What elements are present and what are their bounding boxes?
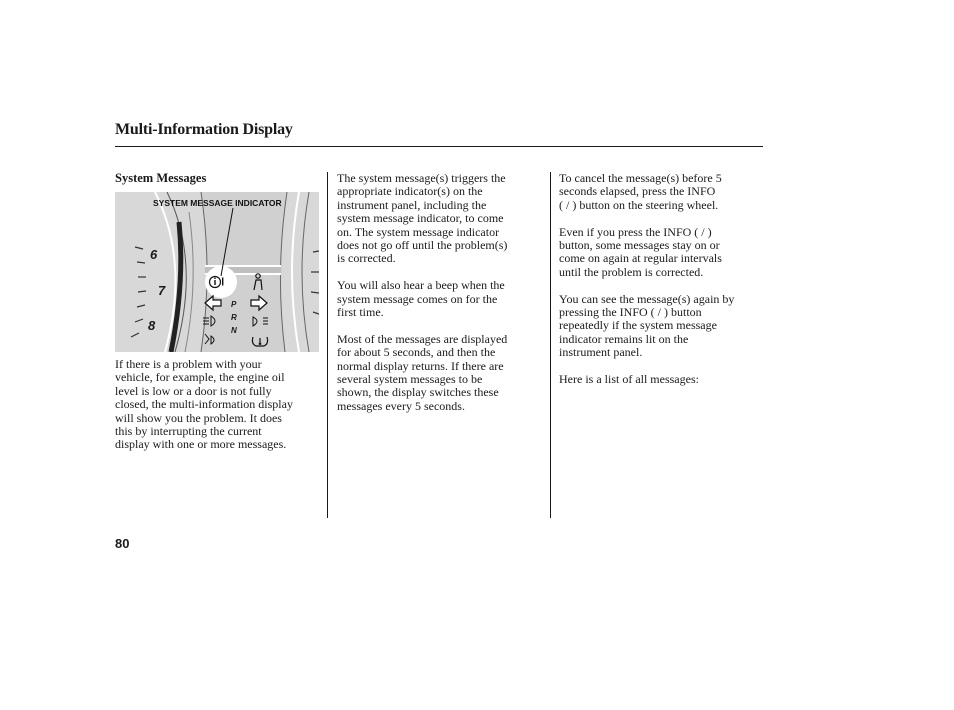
column1-paragraph: If there is a problem with your vehicle, for example, the engine oil level is low or a door is not fully closed, the multi-information display will show you the problem. It does this by interrupting the current display with one or more messages. xyxy=(115,357,293,452)
column2-paragraph-2: You will also hear a beep when the system message comes on for the first time. xyxy=(337,278,505,320)
column3-paragraph-1: To cancel the message(s) before 5 seconds elapsed, press the INFO ( / ) button on the steering wheel. xyxy=(559,171,722,212)
gauge-number-7: 7 xyxy=(158,283,166,298)
gear-letter-r: R xyxy=(231,313,237,322)
column-divider-1 xyxy=(327,172,328,518)
gauge-number-8: 8 xyxy=(148,318,156,333)
column-divider-2 xyxy=(550,172,551,518)
column2-text xyxy=(337,172,542,427)
column2-paragraph-3: Most of the messages are displayed for about 5 seconds, and then the normal display returns. If there are several system messages to be shown, the display switches these messages every 5 seconds. xyxy=(337,331,508,413)
column3-paragraph-2: Even if you press the INFO ( / ) button, some messages stay on or come on again at regular intervals until the problem is corrected. xyxy=(559,224,722,279)
figure-label: SYSTEM MESSAGE INDICATOR xyxy=(153,198,282,208)
column3-text xyxy=(559,172,774,400)
column3-paragraph-3: You can see the message(s) again by pressing the INFO ( / ) button repeatedly if the system message indicator remains lit on the instrument panel. xyxy=(559,291,735,360)
column2-paragraph-1: The system message(s) triggers the appropriate indicator(s) on the instrument panel, including the system message indicator, to come on. The system message indicator does not go off until the problem(s) is corrected. xyxy=(337,171,508,266)
gear-letter-n: N xyxy=(231,326,237,335)
page-title: Multi-Information Display xyxy=(115,121,293,138)
gear-letter-p: P xyxy=(231,300,237,309)
column3-paragraph-4: Here is a list of all messages: xyxy=(559,372,699,387)
gauge-number-6: 6 xyxy=(150,247,158,262)
instrument-panel-figure xyxy=(115,192,319,352)
column1-text xyxy=(115,358,320,465)
page-number: 80 xyxy=(115,536,130,551)
title-rule xyxy=(115,146,763,147)
instrument-panel-illustration xyxy=(115,192,319,352)
section-heading: System Messages xyxy=(115,171,207,185)
